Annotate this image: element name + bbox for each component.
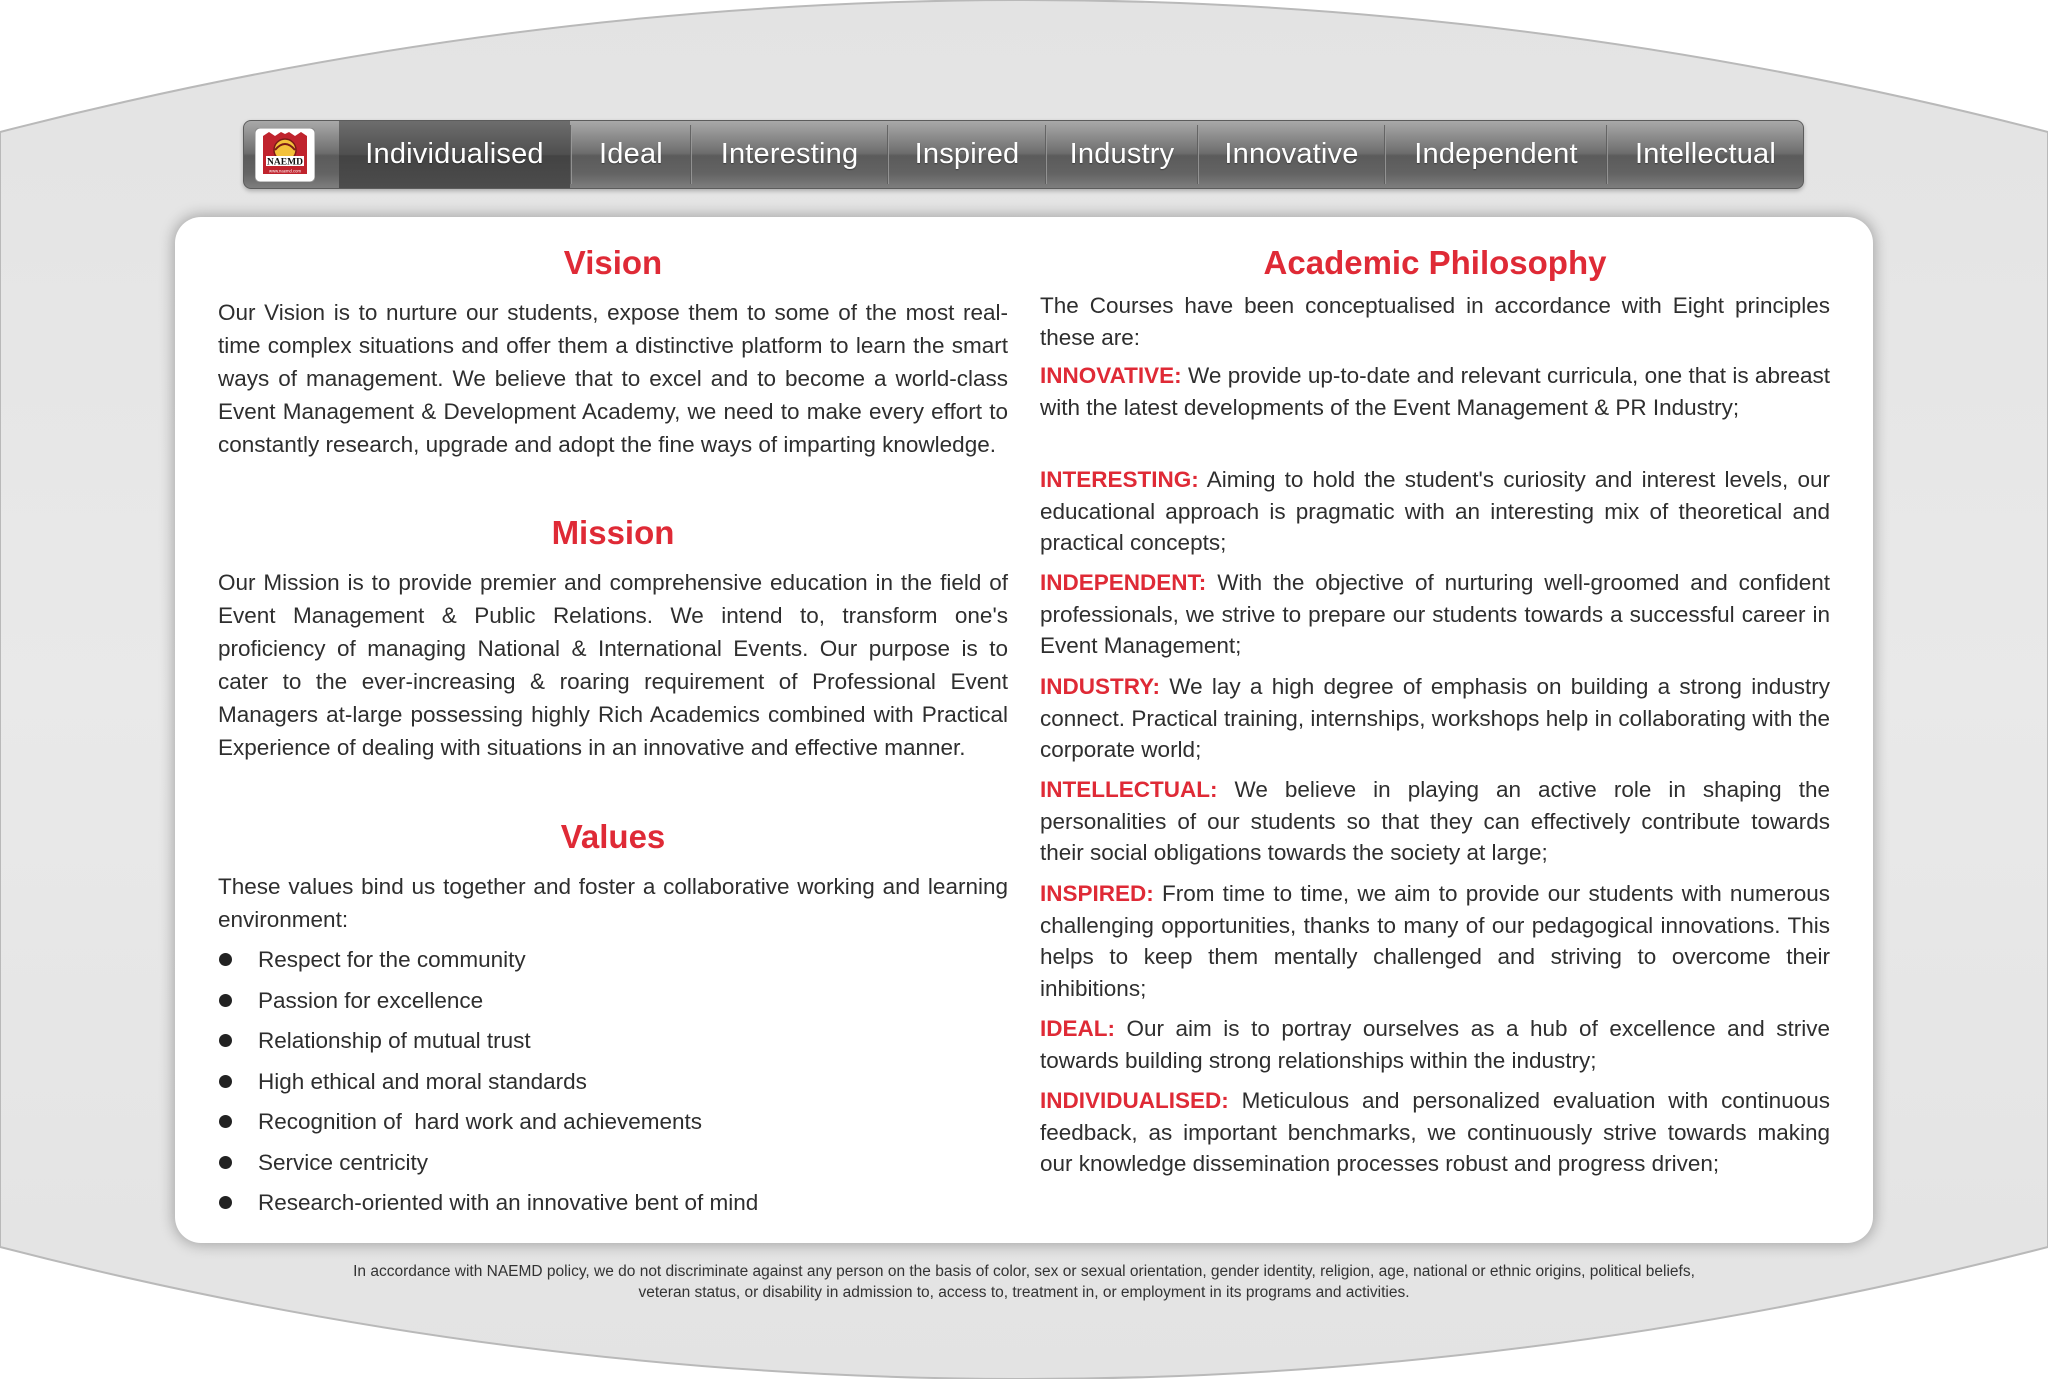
vision-text: Our Vision is to nurture our students, expose them to some of the most real-time complex situations and offer them a distinctive platform to learn the smart ways of management. We believe that to excel and to become a world-class Event Management & Development Academy, we need to make every effort to constantly research, upgrade and adopt the fine ways of imparting knowledge. bbox=[218, 300, 1008, 457]
bullet-icon bbox=[219, 953, 232, 966]
principle-key: INSPIRED: bbox=[1040, 881, 1154, 906]
bullet-icon bbox=[219, 1075, 232, 1088]
academic-philosophy-heading: Academic Philosophy bbox=[1263, 244, 1607, 281]
mission-text: Our Mission is to provide premier and comprehensive education in the field of Event Management & Public Relations. We intend to, transform one's proficiency of managing National & International Events. Our purpose is to cater to the ever-increasing & roaring requirement of Professional Event Managers at-large possessing highly Rich Academics combined with Practical Experience of dealing with situations in an innovative and effective manner. bbox=[218, 570, 1008, 760]
values-list-item bbox=[218, 1105, 1008, 1146]
principle-industry bbox=[1040, 671, 1830, 766]
non-discrimination-notice bbox=[240, 1261, 1808, 1303]
values-list-item bbox=[218, 1024, 1008, 1065]
principle-independent bbox=[1040, 567, 1830, 662]
values-list-item bbox=[218, 943, 1008, 984]
principle-text: We believe in playing an active role in shaping the personalities of our students so that they can effectively contribute towards their social obligations towards the society at large; bbox=[1040, 777, 1830, 866]
principle-key: INTERESTING: bbox=[1040, 467, 1199, 492]
principle-inspired bbox=[1040, 878, 1830, 1004]
value-label: Research-oriented with an innovative bent of mind bbox=[258, 1190, 759, 1215]
principle-innovative bbox=[1040, 360, 1830, 423]
value-label: High ethical and moral standards bbox=[258, 1068, 587, 1094]
bullet-icon bbox=[219, 1156, 232, 1169]
main-nav bbox=[243, 120, 1804, 189]
nav-item-independent[interactable]: Independent bbox=[1414, 138, 1578, 170]
values-list bbox=[218, 943, 1008, 1227]
value-label: Recognition of hard work and achievements bbox=[258, 1109, 703, 1134]
values-heading: Values bbox=[560, 818, 666, 855]
nav-item-individualised[interactable]: Individualised bbox=[339, 121, 570, 188]
values-list-item bbox=[218, 1065, 1008, 1106]
principle-text: With the objective of nurturing well-groomed and confident professionals, we strive to prepare our students towards a successful career in Event Management; bbox=[1040, 570, 1830, 659]
value-label: Service centricity bbox=[258, 1149, 429, 1175]
principle-ideal bbox=[1040, 1013, 1830, 1076]
bullet-icon bbox=[219, 994, 232, 1007]
principle-key: INDUSTRY: bbox=[1040, 674, 1160, 699]
mission-heading: Mission bbox=[551, 514, 675, 551]
nav-item-interesting[interactable]: Interesting bbox=[720, 138, 859, 170]
principle-text: From time to time, we aim to provide our students with numerous challenging opportunities, thanks to many of our pedagogical innovations. This helps to keep them mentally challenged and striving to overcome their inhibitions; bbox=[1040, 881, 1830, 1001]
principle-key: INTELLECTUAL: bbox=[1040, 777, 1218, 802]
notice-line: In accordance with NAEMD policy, we do not discriminate against any person on the basis of color, sex or sexual orientation, gender identity, religion, age, national or ethnic origins, political beliefs, bbox=[353, 1263, 1695, 1280]
bullet-icon bbox=[219, 1196, 232, 1209]
nav-item-ideal[interactable]: Ideal bbox=[599, 138, 663, 170]
principle-intellectual bbox=[1040, 774, 1830, 869]
values-list-item bbox=[218, 984, 1008, 1025]
nav-item-industry[interactable]: Industry bbox=[1069, 138, 1175, 170]
logo-url: www.naemd.com bbox=[269, 168, 301, 174]
principle-key: IDEAL: bbox=[1040, 1016, 1115, 1041]
principle-text: We lay a high degree of emphasis on building a strong industry connect. Practical training, internships, workshops help in collaborating with the corporate world; bbox=[1040, 674, 1830, 763]
notice-line: veteran status, or disability in admission to, access to, treatment in, or employment in its programs and activities. bbox=[638, 1284, 1410, 1301]
value-label: Passion for excellence bbox=[258, 987, 484, 1013]
principle-key: INNOVATIVE: bbox=[1040, 363, 1182, 388]
philosophy-intro: The Courses have been conceptualised in accordance with Eight principles these are: bbox=[1040, 293, 1830, 350]
nav-item-inspired[interactable]: Inspired bbox=[914, 138, 1020, 170]
bullet-icon bbox=[219, 1034, 232, 1047]
bullet-icon bbox=[219, 1115, 232, 1128]
nav-item-innovative[interactable]: Innovative bbox=[1224, 138, 1359, 170]
principle-key: INDEPENDENT: bbox=[1040, 570, 1207, 595]
value-label: Respect for the community bbox=[258, 947, 526, 972]
principle-individualised bbox=[1040, 1085, 1830, 1180]
principle-text: Our aim is to portray ourselves as a hub of excellence and strive towards building strong relationships within the industry; bbox=[1040, 1016, 1830, 1073]
logo-text: NAEMD bbox=[267, 157, 303, 168]
principle-text: We provide up-to-date and relevant curricula, one that is abreast with the latest developments of the Event Management & PR Industry; bbox=[1040, 363, 1830, 420]
vision-heading: Vision bbox=[563, 244, 663, 281]
principle-text: Aiming to hold the student's curiosity and interest levels, our educational approach is pragmatic with an interesting mix of theoretical and practical concepts; bbox=[1040, 467, 1830, 556]
values-list-item bbox=[218, 1146, 1008, 1187]
values-intro: These values bind us together and foster a collaborative working and learning environment: bbox=[218, 874, 1008, 932]
values-list-item bbox=[218, 1186, 1008, 1227]
principle-text: Meticulous and personalized evaluation with continuous feedback, as important benchmarks, we continuously strive towards making our knowledge dissemination processes robust and progress driven; bbox=[1040, 1088, 1830, 1177]
principle-interesting bbox=[1040, 464, 1830, 559]
principle-key: INDIVIDUALISED: bbox=[1040, 1088, 1229, 1113]
nav-item-intellectual[interactable]: Intellectual bbox=[1634, 138, 1777, 170]
naemd-logo[interactable] bbox=[255, 128, 315, 182]
value-label: Relationship of mutual trust bbox=[258, 1028, 531, 1053]
